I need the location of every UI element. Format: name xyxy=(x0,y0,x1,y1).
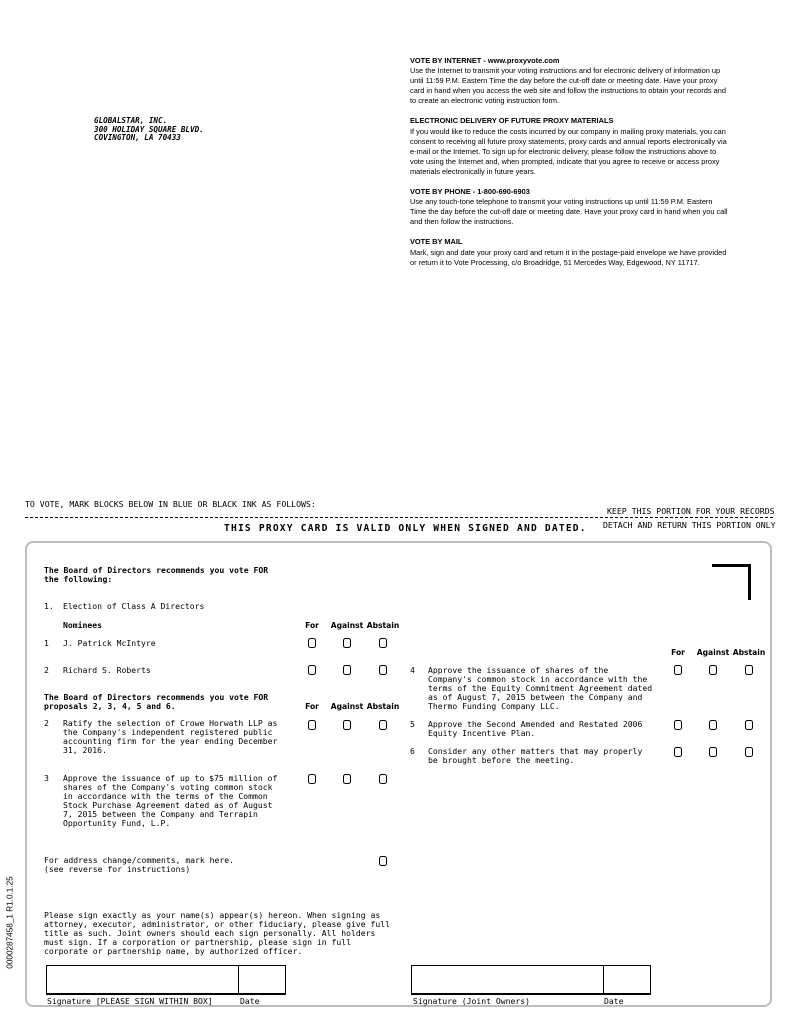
vote-by-internet-section xyxy=(410,56,728,106)
date-label: Date xyxy=(604,996,624,1006)
proposal-2-for-checkbox[interactable] xyxy=(308,720,316,730)
proposal-number: 3 xyxy=(44,773,49,783)
proposal-number: 5 xyxy=(410,719,415,729)
signature-box[interactable] xyxy=(46,965,286,995)
detach-portion-label: DETACH AND RETURN THIS PORTION ONLY xyxy=(603,520,776,530)
electronic-delivery-body: If you would like to reduce the costs incurred by our company in mailing proxy materials, you can consent to receiving all future proxy statements, proxy cards and annual reports electronically via e-mail or the Internet. To sign up for electronic delivery, please follow the instructions above to vote using the Internet and, when prompted, indicate that you agree to receive or access proxy materials electronically in future years. xyxy=(410,126,727,176)
nominee-2-against-checkbox[interactable] xyxy=(343,665,351,675)
nominee-number: 1 xyxy=(44,638,49,648)
item-1-title: Election of Class A Directors xyxy=(63,601,205,611)
proposal-number: 6 xyxy=(410,746,415,756)
nominee-number: 2 xyxy=(44,665,49,675)
proposal-text: Ratify the selection of Crowe Horwath LLP as the Company's independent registered public accounting firm for the year ending December 31, 2016. xyxy=(63,718,278,756)
date-label: Date xyxy=(240,996,260,1006)
vote-by-phone-heading: VOTE BY PHONE - 1-800-690-6903 xyxy=(410,187,530,197)
column-header-against: Against xyxy=(696,648,730,657)
proposal-6-abstain-checkbox[interactable] xyxy=(745,747,753,757)
vote-by-mail-body: Mark, sign and date your proxy card and return it in the postage-paid envelope we have provided or return it to Vote Processing, c/o Broadridge, 51 Mercedes Way, Edgewood, NY 11717. xyxy=(410,247,727,267)
nominee-2-abstain-checkbox[interactable] xyxy=(379,665,387,675)
sign-instructions: Please sign exactly as your name(s) appear(s) hereon. When signing as attorney, executor, administrator, or other fiduciary, please give full title as such. Joint owners should each sign personally. All holders must sign. If a corporation or partnership, please sign in full corporate or partnership name, by authorized officer. xyxy=(44,910,390,957)
column-header-for: For xyxy=(305,621,319,630)
nominee-name: J. Patrick McIntyre xyxy=(63,638,156,648)
column-header-for: For xyxy=(671,648,685,657)
detach-line xyxy=(25,517,773,518)
proposal-5-abstain-checkbox[interactable] xyxy=(745,720,753,730)
signature-date-divider xyxy=(238,966,239,993)
vote-by-phone-section xyxy=(410,187,728,227)
proposal-2-against-checkbox[interactable] xyxy=(343,720,351,730)
nominees-label: Nominees xyxy=(63,620,102,630)
proposal-4-for-checkbox[interactable] xyxy=(674,665,682,675)
address-line: 300 HOLIDAY SQUARE BLVD. xyxy=(94,124,204,134)
keep-portion-label: KEEP THIS PORTION FOR YOUR RECORDS xyxy=(607,506,775,516)
board-recommendation-1: The Board of Directors recommends you vote FOR the following: xyxy=(44,565,269,585)
nominee-1-for-checkbox[interactable] xyxy=(308,638,316,648)
address-change-checkbox[interactable] xyxy=(379,856,387,866)
proposal-5-against-checkbox[interactable] xyxy=(709,720,717,730)
proposal-text: Approve the issuance of up to $75 million of shares of the Company's voting common stock in accordance with the terms of the Common Stock Purchase Agreement dated as of August 7, 2015 between the Company and Terrapin Opportunity Fund, L.P. xyxy=(63,773,278,829)
joint-signature-box[interactable] xyxy=(411,965,651,995)
electronic-delivery-heading: ELECTRONIC DELIVERY OF FUTURE PROXY MATERIALS xyxy=(410,116,614,126)
column-header-for: For xyxy=(305,702,319,711)
proposal-2-abstain-checkbox[interactable] xyxy=(379,720,387,730)
item-1-number: 1. xyxy=(44,601,54,611)
proposal-4-abstain-checkbox[interactable] xyxy=(745,665,753,675)
proposal-3-for-checkbox[interactable] xyxy=(308,774,316,784)
proposal-5-for-checkbox[interactable] xyxy=(674,720,682,730)
column-header-abstain: Abstain xyxy=(366,702,400,711)
nominee-name: Richard S. Roberts xyxy=(63,665,151,675)
address-change-label: For address change/comments, mark here. xyxy=(44,855,235,865)
vote-by-phone-body: Use any touch-tone telephone to transmit your voting instructions up until 11:59 P.M. Eastern Time the day before the cut-off date or meeting date. Have your proxy card in hand when you call and then follow the instructions. xyxy=(410,197,728,227)
joint-signature-label: Signature (Joint Owners) xyxy=(413,996,530,1006)
proposal-3-abstain-checkbox[interactable] xyxy=(379,774,387,784)
column-header-abstain: Abstain xyxy=(366,621,400,630)
address-line: GLOBALSTAR, INC. xyxy=(94,116,168,125)
nominee-1-against-checkbox[interactable] xyxy=(343,638,351,648)
proposal-number: 2 xyxy=(44,718,49,728)
signature-date-divider xyxy=(603,966,604,993)
nominee-2-for-checkbox[interactable] xyxy=(308,665,316,675)
column-header-against: Against xyxy=(330,702,364,711)
vote-by-internet-heading: VOTE BY INTERNET - www.proxyvote.com xyxy=(410,56,560,65)
address-change-note: (see reverse for instructions) xyxy=(44,864,191,874)
valid-notice: THIS PROXY CARD IS VALID ONLY WHEN SIGNED AND DATED. xyxy=(224,523,587,534)
address-line: COVINGTON, LA 70433 xyxy=(94,133,181,143)
proposal-6-for-checkbox[interactable] xyxy=(674,747,682,757)
voting-instructions xyxy=(410,56,728,278)
return-address xyxy=(94,117,204,143)
proposal-text: Consider any other matters that may properly be brought before the meeting. xyxy=(428,746,643,766)
vote-by-mail-section xyxy=(410,237,728,267)
proposal-number: 4 xyxy=(410,665,415,675)
vote-by-mail-heading: VOTE BY MAIL xyxy=(410,237,463,247)
proposal-6-against-checkbox[interactable] xyxy=(709,747,717,757)
board-recommendation-2: The Board of Directors recommends you vote FOR proposals 2, 3, 4, 5 and 6. xyxy=(44,692,269,712)
signature-label: Signature [PLEASE SIGN WITHIN BOX] xyxy=(47,996,213,1006)
vote-by-internet-body: Use the Internet to transmit your voting instructions and for electronic delivery of information up until 11:59 P.M. Eastern Time the day before the cut-off date or meeting date. Have your proxy card in hand when you access the web site and follow the instructions to obtain your records and to create an electronic voting instruction form. xyxy=(410,66,726,106)
proposal-3-against-checkbox[interactable] xyxy=(343,774,351,784)
document-code: 0000287458_1 R1.0.1.25 xyxy=(5,876,15,969)
mark-instructions: TO VOTE, MARK BLOCKS BELOW IN BLUE OR BLACK INK AS FOLLOWS: xyxy=(25,499,316,509)
column-header-against: Against xyxy=(330,621,364,630)
column-header-abstain: Abstain xyxy=(732,648,766,657)
proposal-text: Approve the issuance of shares of the Company's common stock in accordance with the terms of the Equity Commitment Agreement dated as of August 7, 2015 between the Company and Thermo Funding Company LLC. xyxy=(428,665,653,712)
electronic-delivery-section xyxy=(410,116,728,177)
proposal-text: Approve the Second Amended and Restated 2006 Equity Incentive Plan. xyxy=(428,719,643,739)
nominee-1-abstain-checkbox[interactable] xyxy=(379,638,387,648)
proposal-4-against-checkbox[interactable] xyxy=(709,665,717,675)
corner-mark xyxy=(712,564,751,600)
